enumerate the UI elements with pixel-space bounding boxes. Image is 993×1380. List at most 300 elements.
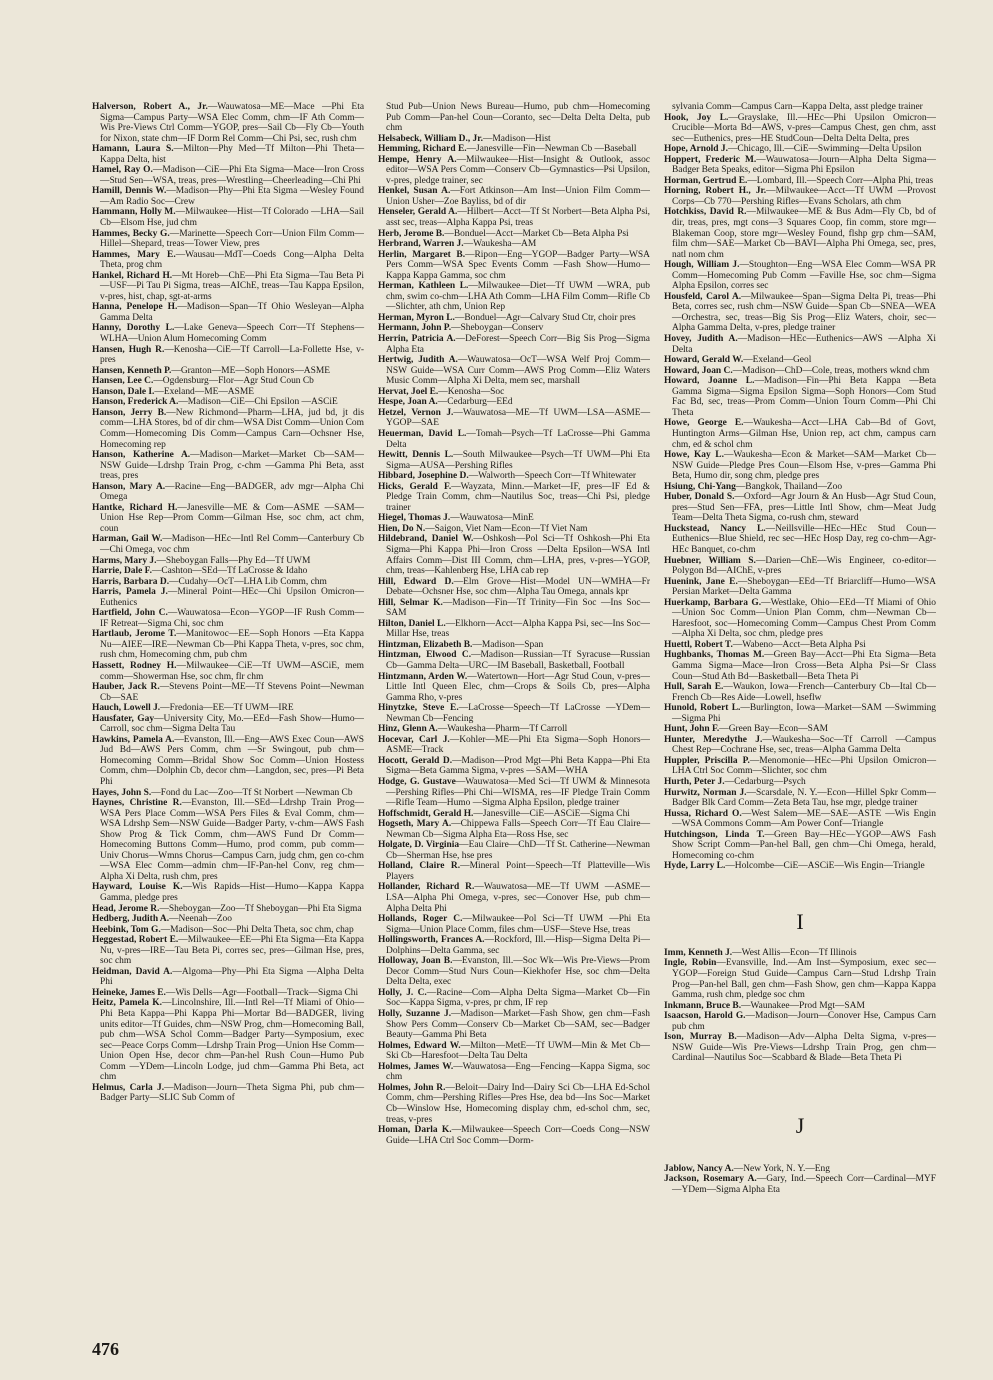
entry-details: —Evanston, Ill.—SEd—Ldrshp Train Prog—WSA Pers Place Comm—WSA Pers Files & Eval Comm, chm—WSA Ldrshp Sem—NSW Guide—Badger Party, v-chm—AWS Fash Show Prog & Tick Comm, chm—AWS Fund Dr Comm—Homecoming Buttons Comm—Humo, prod comm, pub comm—Univ Chorus—Wmns Chorus—Campus Carn, judg chm, gen co-chm—WSA Elec Comm—admin chm—IF-Pan-hel Conv, reg chm—Alpha Xi Delta, rush chm, pres [100, 798, 364, 882]
directory-entry [92, 998, 364, 1082]
entry-details: —Madison—CiE—Phi Eta Sigma—Mace—Iron Cross—Stud Sen—WSA, treas, pres—Wrestling—Cheerleading—Chi Phi [100, 165, 365, 186]
entry-details: —Elkhorn—Acct—Alpha Kappa Psi, sec—Ins Soc—Millar Hse, treas [386, 618, 650, 640]
entry-details: —Rockford, Ill.—Hisp—Sigma Delta Pi—Dolphins—Delta Gamma, sec [386, 935, 650, 956]
entry-details: —Milton—Phy Med—Tf Milton—Phi Theta—Kappa Delta, hist [100, 144, 365, 165]
directory-entry [664, 334, 936, 355]
directory-entry [92, 587, 364, 608]
entry-details: —Wauwatosa—Econ—YGOP—IF Rush Comm—IF Retreat—Sigma Chi, soc chm [100, 608, 364, 629]
directory-entry [92, 207, 364, 228]
directory-entry [92, 229, 364, 250]
entry-name: Hurwitz, Norman J. [664, 787, 747, 798]
entry-details: —Westlake, Ohio—EEd—Tf Miami of Ohio—Union Soc Comm—Union Plan Comm, chm—Newman Cb—Haresfoot, soc—Homecoming Comm—Campus Chest Prom Comm—Alpha Xi Delta, soc chm, pledge pres [672, 597, 936, 640]
directory-entry [378, 640, 650, 651]
entry-name: Hartlaub, Jerome T. [92, 629, 177, 640]
entry-name: Holly, J. C. [378, 987, 427, 998]
entry-details: —Evansville, Ind.—Am Inst—Symposium, exec sec—YGOP—Foreign Stud Guide—Campus Carn—Stud Ldrshp Train Prog—Pan-hel Ball, gen chm—Fash Show, gen chm—Kappa Kappa Gamma, rush chm, pledge soc chm [672, 958, 936, 1001]
entry-details: —Wauwatosa—ME—Tf UWM —ASME—LSA—Alpha Phi Omega, v-pres, sec—Conover Hse, pub chm—Alpha Delta Phi [386, 882, 650, 914]
entry-name: Hiegel, Thomas J. [378, 513, 451, 524]
directory-entry [378, 988, 650, 1009]
entry-details: —Lake Geneva—Speech Corr—Tf Stephens—WLHA—Union Alum Homecoming Comm [100, 323, 365, 345]
directory-entry [664, 650, 936, 682]
entry-details: —Milwaukee—Speech Corr—Coeds Cong—NSW Guide—LHA Ctrl Soc Comm—Dorm- [386, 1125, 650, 1146]
entry-details: —Green Bay—Acct—Phi Eta Sigma—Beta Gamma Sigma—Mace—Iron Cross—Beta Alpha Psi—Sr Class Coun—Stud Ath Bd—Basketball—Beta Theta Pi [672, 650, 936, 682]
entry-details: —Madison—Fin—Phi Beta Kappa —Beta Gamma Sigma—Sigma Epsilon Sigma—Soph Honors—Com Stud Fac Bd, sec, treas—Prom Comm—Union Tourn Comm—Phi Chi Theta [672, 376, 937, 418]
entry-details: —Darien—ChE—Wis Engineer, co-editor—Polygon Bd—AIChE, v-pres [672, 555, 936, 577]
directory-entry [664, 366, 936, 377]
entry-name: Hamill, Dennis W. [92, 186, 167, 197]
directory-entry [92, 345, 364, 366]
entry-name: Hunold, Robert L. [664, 703, 741, 714]
directory-entry [378, 229, 650, 240]
entry-name: Hibbard, Josephine D. [378, 471, 469, 482]
entry-details: —University City, Mo.—EEd—Fash Show—Humo—Carroll, soc chm—Sigma Delta Tau [100, 713, 364, 735]
directory-entry [664, 355, 936, 366]
entry-details: —Waukesha—Acct—LHA Cab—Bd of Govt, Huntington Arms—Gilman Hse, Union rep, act chm, campus carn chm, ed & schol chm [672, 418, 936, 450]
entry-details: —Oshkosh—Pol Sci—Tf Oshkosh—Phi Eta Sigma—Phi Kappa Phi—Iron Cross —Delta Epsilon—WSA Intl Affairs Comm—Dist III Comm, chm—LHA, pres, v-pres—YGOP, chm, treas—Kahlenberg Hse, LHA cab rep [386, 534, 650, 577]
entry-details: —Elm Grove—Hist—Model UN—WMHA—Fr Debate—Ochsner Hse, soc chm—Alpha Tau Omega, annals kpr [386, 576, 650, 598]
entry-name: Hervat, Joel E. [378, 386, 439, 397]
entry-name: Jackson, Rosemary A. [664, 1174, 757, 1185]
entry-name: Hyde, Larry L. [664, 861, 726, 872]
directory-entry [92, 408, 364, 450]
entry-details: —Fort Atkinson—Am Inst—Union Film Comm—Union Usher—Zoe Bayliss, bd of dir [386, 186, 650, 207]
entry-details: —Milwaukee—Acct—Tf UWM —Provost Corps—Cb 770—Pershing Rifles—Evans Scholars, ath chm [672, 186, 936, 207]
entry-details: —Evanston, Ill.—Eng—AWS Exec Coun—AWS Jud Bd—AWS Pers Comm, chm —Sr Swingout, pub chm—Homecoming Comm—Bridal Show Soc Comm—Union Hostess Comm, chm—Dolphin Cb, decor chm—Langdon, sec, pres—Pi Beta Phi [100, 734, 364, 787]
entry-name: Hanson, Jerry B. [92, 407, 167, 418]
entry-name: Hanson, Katherine A. [92, 450, 191, 461]
section-letter-heading: J [795, 1112, 805, 1138]
entry-name: Helmus, Carla J. [92, 1082, 165, 1093]
entry-name: Hsiung, Chi-Yang [664, 481, 736, 492]
directory-entry [664, 144, 936, 155]
directory-entry [92, 302, 364, 323]
entry-name: Hollander, Richard R. [378, 882, 475, 893]
directory-entry [378, 935, 650, 956]
directory-entry [378, 650, 650, 671]
entry-name: Hook, Joy L. [664, 112, 729, 123]
entry-details: —Madison—Journ—Theta Sigma Phi, pub chm—Badger Party—SLIC Sub Comm of [100, 1082, 365, 1104]
directory-entry [92, 735, 364, 788]
entry-name: Henkel, Susan A. [378, 186, 451, 197]
entry-name: Holgate, D. Virginia [378, 840, 460, 851]
entry-details: —Janesville—Fin—Newman Cb —Baseball [466, 144, 637, 155]
directory-entry [378, 250, 650, 282]
directory-entry [664, 292, 936, 334]
entry-name: Hedberg, Judith A. [92, 914, 170, 925]
entry-name: Hemming, Richard E. [378, 144, 467, 155]
entry-name: Housfeld, Carol A. [664, 291, 742, 302]
entry-details: —Gary, Ind.—Speech Corr—Cardinal—MYF—YDem—Sigma Alpha Eta [672, 1174, 936, 1196]
entry-name: Hantke, Richard H. [92, 502, 178, 513]
entry-details: —Madison—Span [472, 639, 544, 650]
directory-entry [664, 556, 936, 577]
entry-name: Howe, Kay L. [664, 450, 724, 461]
entry-details: —Milwaukee—Hist—Insight & Outlook, assoc editor—WSA Pers Comm—Conserv Cb—Gymnastics—Psi Upsilon, v-pres, pledge trainer, sec [386, 154, 651, 186]
entry-details: —Madison—Soc—Phi Delta Theta, soc chm, chap [160, 924, 354, 935]
directory-entry [378, 134, 650, 145]
directory-entry [378, 672, 650, 704]
entry-details: —Bangkok, Thailand—Zoo [735, 481, 843, 492]
entry-name: Herlin, Margaret B. [378, 249, 466, 260]
entry-name: Herb, Jerome B. [378, 228, 445, 239]
entry-name: Hinz, Glenn A. [378, 724, 438, 735]
entry-details: —Milwaukee—ME & Bus Adm—Fly Cb, bd of dir, treas, pres, mgt cons—3 Squares Coop, fin comm, store mgr—Blakeman Coop, store mgr—Wesley Found, flshp grp chm—SAM, film chm—SAE—Market Cb—BAVI—Alpha Phi Omega, sec, pres, natl nom chm [672, 207, 936, 260]
directory-entry [664, 155, 936, 176]
entry-name: Hankel, Richard H. [92, 270, 173, 281]
directory-entry [378, 956, 650, 988]
directory-entry [664, 724, 936, 735]
entry-name: Howard, Joan C. [664, 365, 733, 376]
directory-entry [664, 492, 936, 524]
directory-entry [92, 566, 364, 577]
entry-name: Hinytzke, Steve E. [378, 703, 459, 714]
directory-entry [664, 186, 936, 207]
entry-name: Horman, Gertrud E. [664, 175, 748, 186]
entry-details: —Mineral Point—HEc—Chi Upsilon Omicron—Euthenics [100, 587, 364, 608]
entry-name: Hughbanks, Thomas M. [664, 650, 765, 661]
entry-name: Heuerman, David L. [378, 428, 467, 439]
directory-entry [664, 1001, 936, 1012]
entry-name: Heineke, James E. [92, 987, 166, 998]
entry-name: Hill, Selmar K. [378, 597, 443, 608]
directory-entry [378, 334, 650, 355]
directory-entry [378, 1009, 650, 1041]
entry-details: —Cudahy—OcT—LHA Lib Comm, chm [169, 576, 327, 587]
entry-details: —Milwaukee—Pol Sci—Tf UWM —Phi Eta Sigma—Union Place Comm, files chm—USF—Steve Hse, treas [386, 914, 651, 935]
entry-details: —Waukon, Iowa—French—Canterbury Cb—Ital Cb—French Cb—Res Aide—Lowell, hseflw [672, 682, 936, 703]
directory-entry [664, 682, 936, 703]
entry-details: —Stevens Point—ME—Tf Stevens Point—Newman Cb—SAE [100, 682, 364, 703]
entry-name: Hespe, Joan A. [378, 397, 438, 408]
entry-name: Hanna, Penelope H. [92, 302, 178, 313]
entry-name: Hansen, Lee C. [92, 376, 154, 387]
entry-name: Hollands, Roger C. [378, 914, 463, 925]
entry-name: Hammann, Holly M. [92, 207, 176, 218]
directory-entry [378, 397, 650, 408]
entry-details: —Bonduel—Acct—Market Cb—Beta Alpha Psi [444, 228, 629, 239]
page-number: 476 [92, 1339, 119, 1359]
directory-entry [92, 914, 364, 925]
entry-details: —Madison—CiE—Chi Epsilon —ASCiE [178, 397, 338, 408]
entry-name: Hutchingson, Linda T. [664, 829, 765, 840]
entry-name: Hansen, Kenneth P. [92, 365, 172, 376]
entry-details: —West Salem—ME—SAE—ASTE —Wis Engin—WSA Commons Comm—Am Power Conf—Triangle [672, 808, 936, 830]
directory-entry [378, 756, 650, 777]
entry-name: Hartfield, John C. [92, 608, 168, 619]
directory-entry [664, 735, 936, 756]
entry-name: Ingle, Robin [664, 958, 717, 969]
entry-name: Harms, Mary J. [92, 555, 157, 566]
directory-entry [664, 1164, 936, 1175]
directory-entry [378, 882, 650, 914]
entry-details: —Racine—Com—Alpha Delta Sigma—Market Cb—Fin Soc—Kappa Sigma, v-pres, pr chm, IF rep [386, 987, 650, 1009]
entry-details: —Waukesha—Econ & Market—SAM—Market Cb—NSW Guide—Pledge Pres Coun—Elsom Hse, v-pres—Gamma Phi Beta, Humo dir, song chm, pledge pres [672, 450, 936, 482]
directory-entry [92, 534, 364, 555]
entry-name: Isaacson, Harold G. [664, 1011, 746, 1022]
directory-entry [92, 682, 364, 703]
entry-name: Herrin, Patricia A. [378, 334, 456, 345]
entry-name: Hanson, Dale I. [92, 386, 155, 397]
entry-details: —Ogdensburg—Flor—Agr Stud Coun Cb [153, 376, 314, 387]
entry-details: —Wabeno—Acct—Beta Alpha Psi [732, 639, 866, 650]
entry-details: —Scarsdale, N. Y.—Econ—Hillel Spkr Comm—Badger Blk Card Comm—Zeta Beta Tau, hse mgr, pledge trainer [672, 787, 936, 809]
entry-details: —Madison—Journ—Conover Hse, Campus Carn pub chm [672, 1011, 936, 1032]
directory-entry [378, 577, 650, 598]
entry-name: Heitz, Pamela K. [92, 998, 162, 1009]
directory-entry [664, 788, 936, 809]
entry-name: Hien, Do N. [378, 523, 426, 534]
entry-name: Hammes, Becky G. [92, 228, 170, 239]
entry-details: —Bonduel—Agr—Calvary Stud Ctr, choir pres [454, 312, 636, 323]
entry-name: Holmes, James W. [378, 1061, 454, 1072]
entry-name: Hawkins, Pamela A. [92, 734, 175, 745]
entry-name: Holmes, Edward W. [378, 1040, 461, 1051]
directory-entry [664, 418, 936, 450]
entry-name: Hanson, Mary A. [92, 481, 166, 492]
entry-name: Herbrand, Warren J. [378, 239, 464, 250]
entry-name: Hocott, Gerald D. [378, 755, 453, 766]
directory-entry [92, 482, 364, 503]
directory-entry [378, 534, 650, 576]
entry-name: Hovey, Judith A. [664, 334, 738, 345]
directory-entry [92, 450, 364, 482]
entry-details: —Green Bay—HEc—YGOP—AWS Fash Show Script Comm—Pan-hel Ball, gen chm—Chi Omega, herald, Homecoming co-chm [672, 829, 936, 861]
directory-entry [92, 714, 364, 735]
directory-entry [378, 1125, 650, 1146]
directory-entry [92, 967, 364, 988]
entry-details: —Beloit—Dairy Ind—Dairy Sci Cb—LHA Ed-Schol Comm, chm—Pershing Rifles—Pres Hse, dea bd—Ins Soc—Market Cb—Winslow Hse, Homecoming display chm, ed-schol chm, sec, treas, v-pres [386, 1082, 650, 1125]
entry-details: —Madison—Hist [482, 133, 551, 144]
entry-details: —Wis Rapids—Hist—Humo—Kappa Kappa Gamma, pledge pres [100, 882, 364, 904]
entry-details: —Milwaukee—Hist—Tf Colorado —LHA—Sail Cb—Elsom Hse, jud chm [100, 207, 364, 229]
directory-entry [664, 450, 936, 482]
entry-details: —New York, N. Y.—Eng [733, 1163, 830, 1174]
entry-name: Hough, William J. [664, 260, 740, 271]
entry-name: Howe, George E. [664, 418, 744, 429]
entry-name: Hausfater, Gay [92, 713, 155, 724]
entry-details: —DeForest—Speech Corr—Big Sis Prog—Sigma Alpha Eta [386, 334, 650, 355]
entry-details: —Hilbert—Acct—Tf St Norbert—Beta Alpha Psi, asst sec, treas—Alpha Kappa Psi, treas [386, 207, 650, 229]
entry-name: Hintzman, Elwood C. [378, 650, 472, 661]
entry-details: —Madison—Prod Mgt—Phi Beta Kappa—Phi Eta Sigma—Beta Gamma Sigma, v-pres —SAM—WHA [386, 755, 650, 777]
entry-details: —Tomah—Psych—Tf LaCrosse—Phi Gamma Delta [386, 428, 651, 450]
entry-name: Hussa, Richard O. [664, 808, 742, 819]
directory-entry [378, 323, 650, 334]
directory-entry [92, 144, 364, 165]
directory-column [92, 102, 364, 1104]
directory-entry [664, 703, 936, 724]
entry-details: sylvania Comm—Campus Carn—Kappa Delta, asst pledge trainer [672, 102, 923, 112]
entry-details: —Waukesha—AM [463, 239, 537, 250]
directory-entry [92, 788, 364, 799]
entry-name: Hamel, Ray O. [92, 165, 153, 176]
entry-details: —Wayzata, Minn.—Market—IF, pres—IF Ed & Pledge Train Comm, chm—Nautilus Soc, treas—Chi Psi, pledge trainer [386, 481, 650, 513]
entry-details: —Wauwatosa—Med Sci—Tf UWM & Minnesota—Pershing Rifles—Phi Chi—WISMA, res—IF Pledge Train Comm—Rifle Team—Humo —Sigma Alpha Epsilon, pledge trainer [386, 777, 650, 809]
directory-entry [92, 376, 364, 387]
entry-details: —Waunakee—Prod Mgt—SAM [741, 1000, 865, 1011]
entry-details: —Sheboygan—Conserv [451, 323, 544, 334]
entry-details: —Wausau—MdT—Coeds Cong—Alpha Delta Theta, prog chm [100, 249, 364, 271]
directory-entry [664, 948, 936, 959]
entry-details: —Wauwatosa—Eng—Fencing—Kappa Sigma, soc chm [386, 1061, 650, 1083]
entry-name: Heebink, Tom G. [92, 924, 161, 935]
entry-name: Hansen, Hugh R. [92, 344, 165, 355]
directory-entry [664, 958, 936, 1000]
entry-name: Hintzman, Elizabeth B. [378, 639, 473, 650]
entry-name: Hunt, John F. [664, 724, 720, 735]
directory-entry [664, 640, 936, 651]
entry-details: —Watertown—Hort—Agr Stud Coun, v-pres—Little Intl Queen Elec, chm—Crops & Soils Cb, pres—Alpha Gamma Rho, v-pres [386, 671, 650, 703]
entry-name: Hocevar, Carl J. [378, 734, 450, 745]
directory-entry [92, 366, 364, 377]
entry-name: Hayward, Louise K. [92, 882, 183, 893]
entry-details: —Madison—Adv—Alpha Delta Sigma, v-pres—NSW Guide—Wis Pre-Views—Ldrshp Train Prog, gen chm—Cardinal—Nautilus Soc—Scabbard & Blade—Beta Theta Pi [672, 1032, 936, 1064]
entry-name: Hurth, Peter J. [664, 777, 725, 787]
directory-entry [664, 260, 936, 292]
entry-details: —Walworth—Speech Corr—Tf Whitewater [468, 471, 637, 482]
entry-details: —Menomonie—HEc—Phi Upsilon Omicron—LHA Ctrl Soc Comm—Slichter, soc chm [672, 755, 937, 777]
entry-name: Hoppert, Frederic M. [664, 154, 757, 165]
entry-name: Holloway, Joan B. [378, 956, 453, 967]
directory-entry [378, 819, 650, 840]
directory-entry [378, 598, 650, 619]
directory-entry [664, 809, 936, 830]
entry-name: Huppler, Priscilla P. [664, 755, 750, 766]
entry-name: Hauber, Jack R. [92, 682, 160, 693]
entry-name: Hope, Arnold J. [664, 144, 728, 155]
directory-entry [378, 1083, 650, 1125]
entry-details: —Mt Horeb—ChE—Phi Eta Sigma—Tau Beta Pi—USF—Pi Tau Pi Sigma, treas—AIChE, treas—Tau Kappa Epsilon, v-pres, hist, chap, sgt-at-arms [100, 270, 364, 302]
entry-details: —Madison—ChD—Cole, treas, mothers wknd chm [732, 365, 930, 376]
entry-details: —Burlington, Iowa—Market—SAM —Swimming—Sigma Phi [672, 703, 937, 724]
entry-name: Hanson, Frederick A. [92, 397, 179, 408]
directory-entry [92, 882, 364, 903]
entry-details: Stud Pub—Union News Bureau—Humo, pub chm—Homecoming Pub Comm—Pan-hel Coun—Coranto, sec—Delta Delta Delta, pub chm [386, 102, 650, 134]
directory-entry [92, 608, 364, 629]
entry-details: —Wis Dells—Agr—Football—Track—Sigma Chi [165, 987, 359, 998]
entry-details: —Evanston, Ill.—Soc Wk—Wis Pre-Views—Prom Decor Comm—Stud Nurs Coun—Kiekhofer Hse, soc chm—Delta Delta Delta, exec [386, 956, 650, 988]
entry-name: Huebner, William S. [664, 555, 756, 566]
entry-name: Harris, Barbara D. [92, 576, 170, 587]
entry-name: Hempe, Henry A. [378, 154, 457, 165]
entry-name: Hodge, G. Gustave [378, 777, 456, 787]
entry-name: Hayes, John S. [92, 787, 152, 798]
entry-name: Hetzel, Vernon J. [378, 407, 454, 418]
entry-details: —Oxford—Agr Journ & An Husb—Agr Stud Coun, pres—Stud Sen—FFA, pres—Little Intl Show, chm—Meat Judg Team—Delta Theta Sigma, co-rush chm, steward [672, 492, 936, 524]
entry-name: Hoffschmidt, Gerald H. [378, 808, 474, 819]
directory-entry [378, 207, 650, 228]
directory-entry [378, 840, 650, 861]
directory-entry [378, 387, 650, 398]
entry-name: Herman, Myron L. [378, 312, 455, 323]
entry-name: Hilton, Daniel L. [378, 618, 446, 629]
entry-details: —Kenosha—Soc [438, 386, 505, 397]
entry-name: Huber, Donald S. [664, 492, 735, 503]
entry-name: Holland, Claire R. [378, 861, 461, 872]
directory-entry [664, 830, 936, 862]
entry-details: —Holcombe—CiE—ASCiE—Wis Engin—Triangle [725, 861, 925, 872]
directory-entry [664, 777, 936, 788]
directory-entry [92, 703, 364, 714]
directory-entry [378, 809, 650, 820]
entry-name: Howard, Joanne L. [664, 376, 755, 387]
entry-details: —Cashton—SEd—Tf LaCrosse & Idaho [151, 566, 308, 577]
entry-details: —Cedarburg—EEd [437, 397, 513, 408]
directory-entry [378, 239, 650, 250]
entry-details: —Neenah—Zoo [169, 914, 232, 925]
directory-entry [92, 556, 364, 567]
directory-entry [92, 503, 364, 535]
entry-name: Harris, Pamela J. [92, 587, 168, 598]
directory-entry [664, 176, 936, 187]
entry-name: Harman, Gail W. [92, 534, 163, 545]
directory-entry [664, 376, 936, 418]
directory-entry [92, 904, 364, 915]
directory-entry [664, 1032, 936, 1064]
entry-details: —Madison—Russian—Tf Syracuse—Russian Cb—Gamma Delta—URC—IM Baseball, Basketball, Football [386, 650, 650, 671]
entry-details: —Mineral Point—Speech—Tf Platteville—Wis Players [386, 861, 651, 882]
directory-entry [664, 598, 936, 640]
entry-name: Herman, Kathleen L. [378, 281, 469, 292]
entry-details: —Exeland—Geol [743, 355, 812, 366]
entry-details: —Wauwatosa—ME—Tf UWM—LSA—ASME—YGOP—SAE [386, 407, 651, 429]
directory-entry [378, 144, 650, 155]
directory-entry [378, 1062, 650, 1083]
directory-entry [378, 724, 650, 735]
entry-details: —Wauwatosa—MinE [450, 513, 534, 524]
entry-details: —Janesville—ME & Com—ASME —SAM—Union Hse Rep—Prom Comm—Gilman Hse, soc chm, act chm, coun [100, 502, 364, 534]
entry-details: —Madison—Market—Fash Show, gen chm—Fash Show Pers Comm—Conserv Cb—Market Cb—SAM, sec—Badger Beauty—Gamma Phi Beta [386, 1009, 650, 1041]
directory-column [378, 102, 650, 1146]
entry-details: —Chicago, Ill.—CiE—Swimming—Delta Upsilon [727, 144, 922, 155]
entry-name: Heidman, David A. [92, 966, 173, 977]
entry-details: —Milwaukee—Diet—Tf UWM —WRA, pub chm, swim co-chm—LHA Ath Comm—LHA Film Comm—Rifle Cb—Slichter, ath chm, Union Rep [386, 281, 650, 313]
directory-entry [378, 450, 650, 471]
entry-details: —Manitowoc—EE—Soph Honors —Eta Kappa Nu—AIEE—IRE—Newman Cb—Phi Kappa Theta, v-pres, soc chm, rush chm, Homecoming chm, pub chm [100, 629, 364, 661]
directory-entry [92, 935, 364, 967]
entry-name: Hicks, Gerald F. [378, 481, 452, 492]
entry-name: Heggestad, Robert E. [92, 935, 179, 946]
directory-entry [664, 482, 936, 493]
entry-details: —Wauwatosa—OcT—WSA Welf Proj Comm—NSW Guide—WSA Curr Comm—AWS Prog Comm—Eliz Waters Music Comm—Alpha Xi Delta, mem sec, marshall [386, 355, 650, 387]
entry-details: —Ripon—Eng—YGOP—Badger Party—WSA Pers Comm—WSA Spec Events Comm —Fash Show—Humo—Kappa Kappa Gamma, soc chm [386, 249, 651, 281]
directory-entry [378, 355, 650, 387]
entry-details: —Algoma—Phy—Phi Eta Sigma —Alpha Delta Phi [100, 966, 364, 988]
entry-details: —Saigon, Viet Nam—Econ—Tf Viet Nam [425, 523, 588, 534]
entry-name: Holly, Suzanne J. [378, 1009, 452, 1020]
directory-entry [92, 387, 364, 398]
entry-name: Howard, Gerald W. [664, 355, 744, 366]
entry-name: Jablow, Nancy A. [664, 1163, 734, 1174]
directory-entry [664, 207, 936, 260]
directory-entry [378, 408, 650, 429]
entry-details: —Madison—Fin—Tf Trinity—Fin Soc —Ins Soc—SAM [386, 597, 650, 619]
entry-name: Halverson, Robert A., Jr. [92, 102, 208, 112]
directory-entry [378, 102, 650, 134]
entry-name: Harrie, Dale F. [92, 566, 152, 577]
directory-entry [92, 186, 364, 207]
entry-name: Homan, Darla K. [378, 1125, 452, 1136]
entry-details: —Chippewa Falls—Speech Corr—Tf Eau Claire—Newman Cb—Sigma Alpha Eta—Ross Hse, sec [386, 819, 651, 840]
entry-name: Haynes, Christine R. [92, 798, 182, 809]
entry-name: Huettl, Robert T. [664, 639, 733, 650]
entry-details: —Exeland—ME—ASME [154, 386, 255, 397]
entry-details: —Racine—Eng—BADGER, adv mgr—Alpha Chi Omega [100, 481, 365, 503]
directory-entry [92, 397, 364, 408]
entry-details: —Kenosha—CiE—Tf Carroll—La-Follette Hse, v-pres [100, 344, 365, 366]
directory-entry [92, 250, 364, 271]
entry-details: —Stoughton—Eng—WSA Elec Comm—WSA PR Comm—Homecoming Pub Comm —Faville Hse, soc chm—Sigma Alpha Epsilon, corres sec [672, 260, 936, 292]
